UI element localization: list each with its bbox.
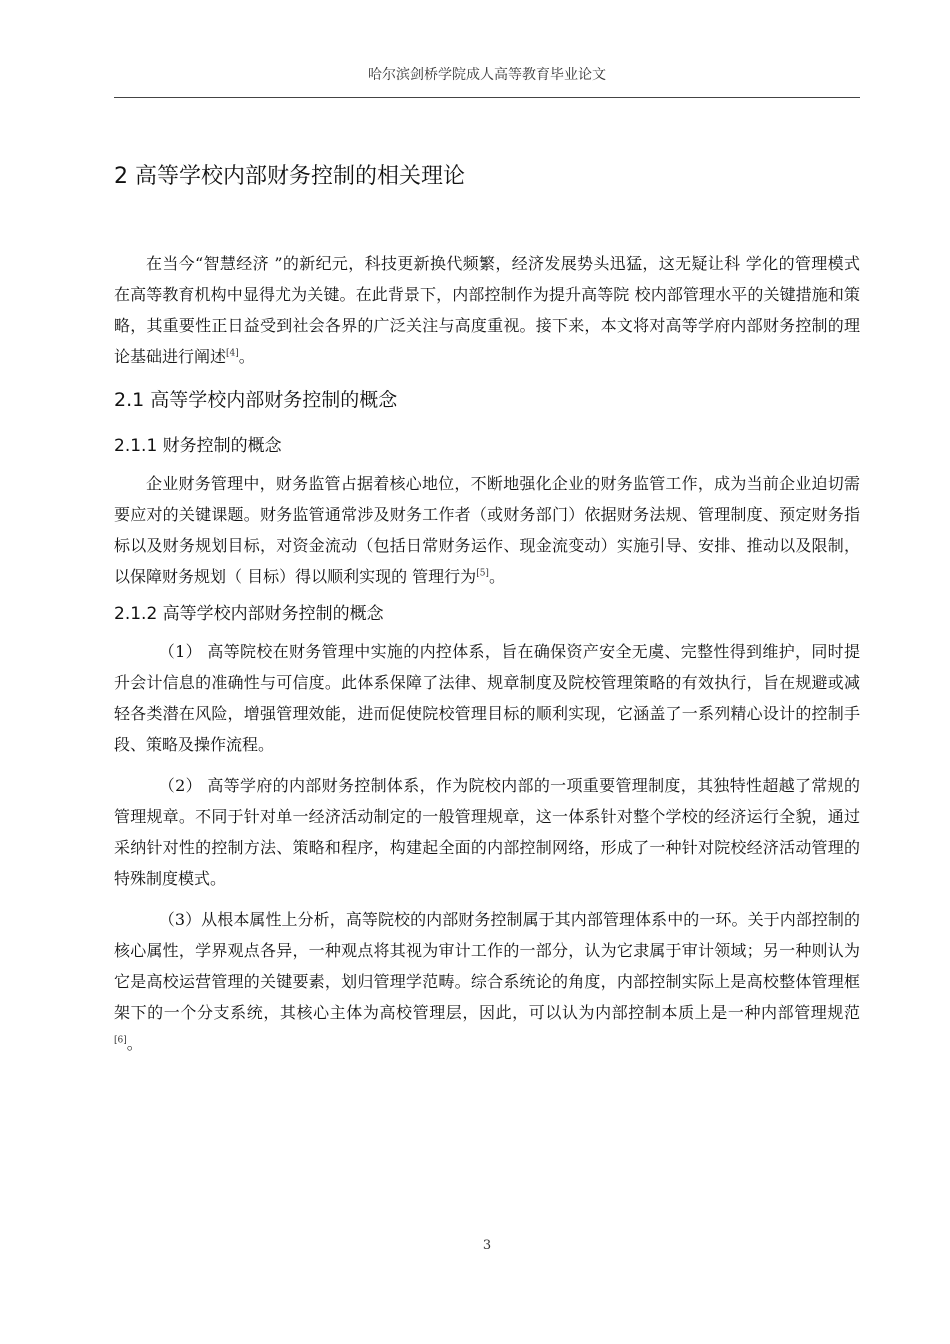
citation-6: [6]	[114, 1035, 127, 1046]
citation-4: [4]	[226, 348, 239, 359]
list-item-2: （2） 高等学府的内部财务控制体系，作为院校内部的一项重要管理制度，其独特性超越了常规的管理规章。不同于针对单一经济活动制定的一般管理规章，这一体系针对整个学校的经济运行全貌，通过采纳针对性的控制方法、策略和程序，构建起全面的内部控制网络，形成了一种针对院校经济活动管理的特殊制度模式。	[114, 776, 860, 888]
citation-5: [5]	[476, 568, 489, 579]
list-item-3-text: （3）从根本属性上分析，高等院校的内部财务控制属于其内部管理体系中的一环。关于内部控制的核心属性，学界观点各异，一种观点将其视为审计工作的一部分，认为它隶属于审计领域；另一种则认为它是高校运营管理的关键要素，划归管理学范畴。综合系统论的角度，内部控制实际上是高校整体管理框架下的一个分支系统，其核心主体为高校管理层，因此，可以认为内部控制本质上是一种内部管理规范	[114, 910, 860, 1022]
chapter-intro-text: 在当今“智慧经济 ”的新纪元，科技更新换代频繁，经济发展势头迅猛，这无疑让科 学化的管理模式在高等教育机构中显得尤为关键。在此背景下，内部控制作为提升高等院 校内部管理水平的关键措施和策略，其重要性正日益受到社会各界的广泛关注与高度重视。接下来，本文将对高等学府内部财务控制的理论基础进行阐述	[114, 254, 860, 366]
section-2-1-2-heading: 2.1.2 高等学校内部财务控制的概念	[114, 604, 384, 624]
section-2-1-1-heading: 2.1.1 财务控制的概念	[114, 436, 282, 456]
list-item-3	[114, 904, 860, 1059]
section-2-1-heading: 2.1 高等学校内部财务控制的概念	[114, 389, 398, 411]
page-number: 3	[482, 1238, 492, 1253]
section-2-1-1-end: 。	[488, 567, 505, 586]
running-header: 哈尔滨剑桥学院成人高等教育毕业论文	[368, 67, 606, 83]
section-2-1-1-text: 企业财务管理中，财务监管占据着核心地位，不断地强化企业的财务监管工作，成为当前企业迫切需要应对的关键课题。财务监管通常涉及财务工作者（或财务部门）依据财务法规、管理制度、预定财务指标以及财务规划目标，对资金流动（包括日常财务运作、现金流变动）实施引导、安排、推动以及限制，以保障财务规划（ 目标）得以顺利实现的 管理行为	[114, 474, 860, 586]
list-item-1: （1） 高等院校在财务管理中实施的内控体系，旨在确保资产安全无虞、完整性得到维护，同时提升会计信息的准确性与可信度。此体系保障了法律、规章制度及院校管理策略的有效执行，旨在规避或减轻各类潜在风险，增强管理效能，进而促使院校管理目标的顺利实现，它涵盖了一系列精心设计的控制手段、策略及操作流程。	[114, 642, 860, 754]
chapter-intro-end: 。	[238, 347, 255, 366]
page-body	[114, 150, 860, 1059]
chapter-intro-paragraph	[114, 248, 860, 372]
chapter-heading: 2 高等学校内部财务控制的相关理论	[114, 164, 465, 189]
header-divider	[114, 97, 860, 98]
list-item-3-end: 。	[126, 1034, 143, 1053]
section-2-1-1-paragraph	[114, 468, 860, 592]
